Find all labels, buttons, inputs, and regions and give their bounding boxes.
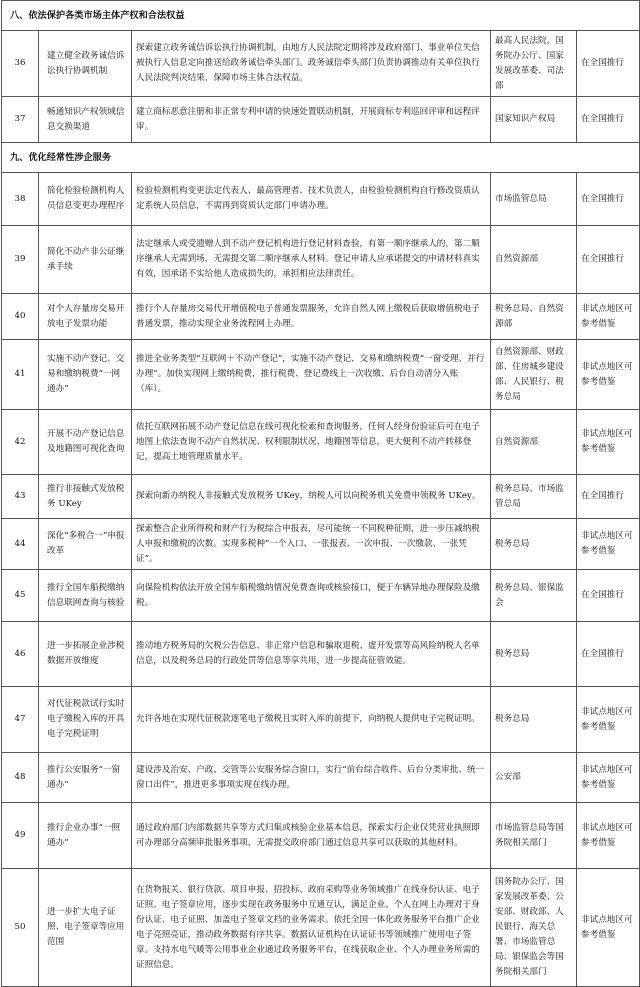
measure-description: 检验检测机构变更法定代表人、最高管理者、技术负责人，由检验检测机构自行修改资质认定系统人员信息，不需再到资质认定部门申请办理。	[132, 173, 491, 226]
responsible-department: 国务院办公厅、国家发展改革委、公安部、财政部、人民银行、海关总署、市场监管总局、银保监会等国务院相关部门	[491, 869, 577, 987]
measure-description: 依托互联网拓展不动产登记信息在线可视化检索和查询服务，任何人经身份验证后可在电子地图上依法查询不动产自然状况、权利限制状况、地籍图等信息，更大便利不动产转移登记，提高土地管理质量水平。	[132, 410, 491, 475]
measure-description: 建设涉及治安、户政、交管等公安服务综合窗口，实行“前台综合收件、后台分类审批、统一窗口出件”，推进更多事项实现在线办理。	[132, 753, 491, 803]
measure-name: 简化检验检测机构人员信息变更办理程序	[39, 173, 132, 226]
measure-name: 畅通知识产权领域信息交换渠道	[39, 97, 132, 143]
implementation-scope: 在全国推行	[577, 173, 640, 226]
row-number: 42	[2, 410, 39, 475]
row-number: 39	[2, 226, 39, 294]
measure-description: 推行个人存量房交易代开增值税电子普通发票服务，允许自然人网上缴税后获取增值税电子普通发票，推动实现全业务流程网上办理。	[132, 294, 491, 340]
measure-name: 深化“多税合一”申报改革	[39, 519, 132, 570]
policy-table	[1, 0, 640, 987]
table-row	[2, 519, 640, 570]
implementation-scope: 非试点地区可参考借鉴	[577, 869, 640, 987]
table-row	[2, 173, 640, 226]
implementation-scope: 非试点地区可参考借鉴	[577, 294, 640, 340]
measure-name: 推行公安服务“一窗通办”	[39, 753, 132, 803]
responsible-department: 税务总局、银保监会	[491, 570, 577, 622]
row-number: 44	[2, 519, 39, 570]
implementation-scope: 在全国推行	[577, 97, 640, 143]
row-number: 46	[2, 622, 39, 687]
table-row	[2, 97, 640, 143]
table-row	[2, 622, 640, 687]
responsible-department: 国家知识产权局	[491, 97, 577, 143]
responsible-department: 市场监管总局等国务院相关部门	[491, 803, 577, 869]
implementation-scope: 在全国推行	[577, 570, 640, 622]
measure-name: 推行企业办事“一照通办”	[39, 803, 132, 869]
measure-description: 探索整合企业所得税和财产行为税综合申报表，尽可能统一不同税种征期，进一步压减纳税人申报和缴税的次数。实现多税种“一个入口、一张报表、一次申报、一次缴款、一张凭证”。	[132, 519, 491, 570]
measure-description: 通过政府部门内部数据共享等方式归集或核验企业基本信息，探索实行企业仅凭营业执照即可办理部分高频审批服务事项，无需提交政府部门通过信息共享可以获取的其他材料。	[132, 803, 491, 869]
measure-name: 推行全国车船税缴纳信息联网查询与核验	[39, 570, 132, 622]
responsible-department: 自然资源部	[491, 226, 577, 294]
measure-description: 向保险机构依法开放全国车船税缴纳情况免费查询或核验接口，便于车辆异地办理保险及缴税。	[132, 570, 491, 622]
responsible-department: 税务总局	[491, 519, 577, 570]
measure-description: 推进全业务类型“互联网＋不动产登记”，实施不动产登记、交易和缴纳税费“一窗受理、并行办理”。加快实现网上缴纳税费，推行税费、登记费线上一次收缴、后台自动清分入账（库）。	[132, 340, 491, 410]
section-title: 八、依法保护各类市场主体产权和合法权益	[2, 1, 640, 31]
measure-name: 对个人存量房交易开放电子发票功能	[39, 294, 132, 340]
responsible-department: 税务总局	[491, 687, 577, 753]
measure-description: 探索建立政务诚信诉讼执行协调机制，由地方人民法院定期将涉及政府部门、事业单位失信被执行人信息定向推送给政务诚信牵头部门。政务诚信牵头部门负责协调推动有关单位执行人民法院判决结果，保障市场主体合法权益。	[132, 31, 491, 97]
section-title: 九、优化经常性涉企服务	[2, 143, 640, 173]
responsible-department: 市场监管总局	[491, 173, 577, 226]
responsible-department: 税务总局、自然资源部	[491, 294, 577, 340]
measure-description: 探索向新办纳税人非接触式发放税务 UKey，纳税人可以向税务机关免费申领税务 UKey。	[132, 475, 491, 519]
table-row	[2, 869, 640, 987]
implementation-scope: 非试点地区可参考借鉴	[577, 519, 640, 570]
implementation-scope: 在全国推行	[577, 475, 640, 519]
measure-name: 对代征税款试行实时电子缴税入库的开具电子完税证明	[39, 687, 132, 753]
row-number: 49	[2, 803, 39, 869]
measure-name: 进一步拓展企业涉税数据开放维度	[39, 622, 132, 687]
row-number: 43	[2, 475, 39, 519]
section-header	[2, 143, 640, 173]
row-number: 41	[2, 340, 39, 410]
measure-name: 开展不动产登记信息及地籍图可视化查询	[39, 410, 132, 475]
table-row	[2, 340, 640, 410]
responsible-department: 公安部	[491, 753, 577, 803]
row-number: 50	[2, 869, 39, 987]
row-number: 38	[2, 173, 39, 226]
row-number: 36	[2, 31, 39, 97]
row-number: 45	[2, 570, 39, 622]
measure-name: 推行非接触式发放税务 UKey	[39, 475, 132, 519]
measure-name: 进一步扩大电子证照、电子签章等应用范围	[39, 869, 132, 987]
responsible-department: 自然资源部、财政部、住房城乡建设部、人民银行、税务总局	[491, 340, 577, 410]
implementation-scope: 非试点地区可参考借鉴	[577, 753, 640, 803]
responsible-department: 税务总局、市场监管总局	[491, 475, 577, 519]
measure-description: 允许各地在实现代征税款逐笔电子缴税且实时入库的前提下，向纳税人提供电子完税证明。	[132, 687, 491, 753]
row-number: 47	[2, 687, 39, 753]
row-number: 40	[2, 294, 39, 340]
implementation-scope: 非试点地区可参考借鉴	[577, 410, 640, 475]
table-row	[2, 410, 640, 475]
table-row	[2, 803, 640, 869]
responsible-department: 最高人民法院，国务院办公厅、国家发展改革委、司法部	[491, 31, 577, 97]
measure-name: 简化不动产非公证继承手续	[39, 226, 132, 294]
responsible-department: 自然资源部	[491, 410, 577, 475]
table-row	[2, 31, 640, 97]
implementation-scope: 在全国推行	[577, 622, 640, 687]
measure-description: 在货物报关、银行贷款、项目申报、招投标、政府采购等业务领域推广在线身份认证、电子证照、电子签章应用，逐步实现在政务服务中互通互认，满足企业、个人在网上办理对于身份认证、电子证照、加盖电子签章文档的业务需求。依托全国一体化政务服务平台推广企业电子亮照亮证，推动政务数据有序共享。数据认证机构在认证证书等领域推广使用电子签章。支持水电气暖等公用事业企业通过政务服务平台，在线获取企业、个人办理业务所需的证照信息。	[132, 869, 491, 987]
row-number: 48	[2, 753, 39, 803]
responsible-department: 税务总局	[491, 622, 577, 687]
table-row	[2, 294, 640, 340]
table-row	[2, 753, 640, 803]
implementation-scope: 在全国推行	[577, 31, 640, 97]
implementation-scope: 非试点地区可参考借鉴	[577, 687, 640, 753]
section-header	[2, 1, 640, 31]
measure-name: 建立健全政务诚信诉讼执行协调机制	[39, 31, 132, 97]
table-row	[2, 475, 640, 519]
implementation-scope: 非试点地区可参考借鉴	[577, 340, 640, 410]
measure-description: 推动地方税务局的欠税公告信息、非正常户信息和骗取退税、虚开发票等高风险纳税人名单信息，以及税务总局的行政处罚等信息等享共用，进一步提高征管效能。	[132, 622, 491, 687]
table-row	[2, 570, 640, 622]
measure-name: 实施不动产登记、交易和缴纳税费“一网通办”	[39, 340, 132, 410]
table-row	[2, 687, 640, 753]
implementation-scope: 非试点地区可参考借鉴	[577, 803, 640, 869]
measure-description: 法定继承人或受遗赠人到不动产登记机构进行登记材料查验，有第一顺序继承人的，第二顺序继承人无需到场，无需提交第二顺序继承人材料。登记申请人应承诺提交的申请材料真实有效，因承诺不实给他人造成损失的，承担相应法律责任。	[132, 226, 491, 294]
table-row	[2, 226, 640, 294]
implementation-scope: 在全国推行	[577, 226, 640, 294]
row-number: 37	[2, 97, 39, 143]
measure-description: 建立商标恶意注册和非正常专利申请的快速处置联动机制，开展商标专利巡回评审和远程评审。	[132, 97, 491, 143]
